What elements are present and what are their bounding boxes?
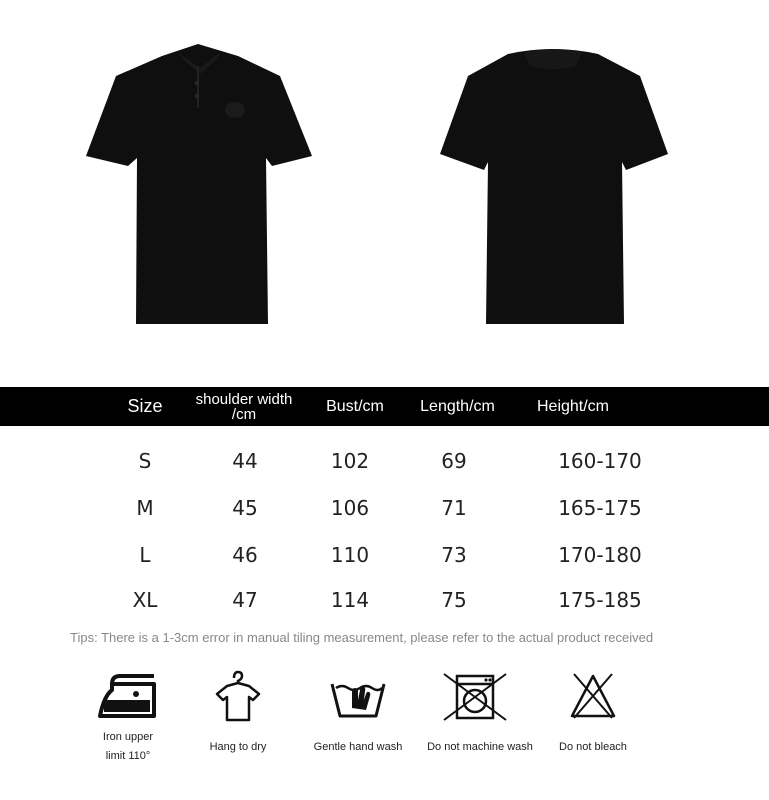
header-height: Height/cm — [536, 398, 610, 415]
product-photos — [0, 0, 769, 385]
iron-icon — [98, 670, 158, 722]
header-length: Length/cm — [420, 398, 495, 415]
size-table-header — [0, 387, 769, 426]
no-bleach-icon — [570, 670, 616, 722]
size-row-l — [0, 540, 769, 570]
size-row-s — [0, 446, 769, 476]
cell-size: S — [138, 449, 152, 473]
polo-shirt-back-image — [436, 44, 670, 328]
care-hand-wash-label: Gentle hand wash — [313, 741, 403, 753]
header-bust: Bust/cm — [326, 398, 384, 415]
header-shoulder-width: shoulder width /cm — [195, 390, 293, 423]
cell-bust: 114 — [330, 588, 370, 612]
cell-bust: 102 — [330, 449, 370, 473]
cell-shoulder: 44 — [232, 449, 258, 473]
cell-bust: 106 — [330, 496, 370, 520]
polo-shirt-front-image — [80, 38, 320, 328]
cell-height: 170-180 — [558, 543, 642, 567]
cell-height: 175-185 — [558, 588, 642, 612]
cell-shoulder: 46 — [232, 543, 258, 567]
cell-shoulder: 47 — [232, 588, 258, 612]
header-size: Size — [127, 396, 163, 416]
size-row-xl — [0, 585, 769, 615]
cell-height: 165-175 — [558, 496, 642, 520]
cell-size: M — [136, 496, 154, 520]
care-iron-label-line2: limit 110° — [105, 750, 151, 762]
cell-height: 160-170 — [558, 449, 642, 473]
cell-length: 75 — [441, 588, 467, 612]
cell-size: XL — [132, 588, 158, 612]
care-hang-label: Hang to dry — [209, 741, 267, 753]
cell-length: 69 — [441, 449, 467, 473]
measurement-tips: Tips: There is a 1-3cm error in manual tiling measurement, please refer to the actual product received — [70, 630, 654, 645]
hand-wash-icon — [330, 670, 386, 722]
care-iron-label-line1: Iron upper — [102, 731, 154, 743]
cell-length: 71 — [441, 496, 467, 520]
hanger-shirt-icon — [215, 670, 261, 722]
cell-size: L — [139, 543, 151, 567]
cell-length: 73 — [441, 543, 467, 567]
size-row-m — [0, 493, 769, 523]
care-no-bleach-label: Do not bleach — [559, 741, 627, 753]
care-iron-label — [73, 728, 183, 766]
cell-shoulder: 45 — [232, 496, 258, 520]
cell-bust: 110 — [330, 543, 370, 567]
care-no-machine-wash-label: Do not machine wash — [427, 741, 533, 753]
no-machine-wash-icon — [442, 670, 508, 722]
